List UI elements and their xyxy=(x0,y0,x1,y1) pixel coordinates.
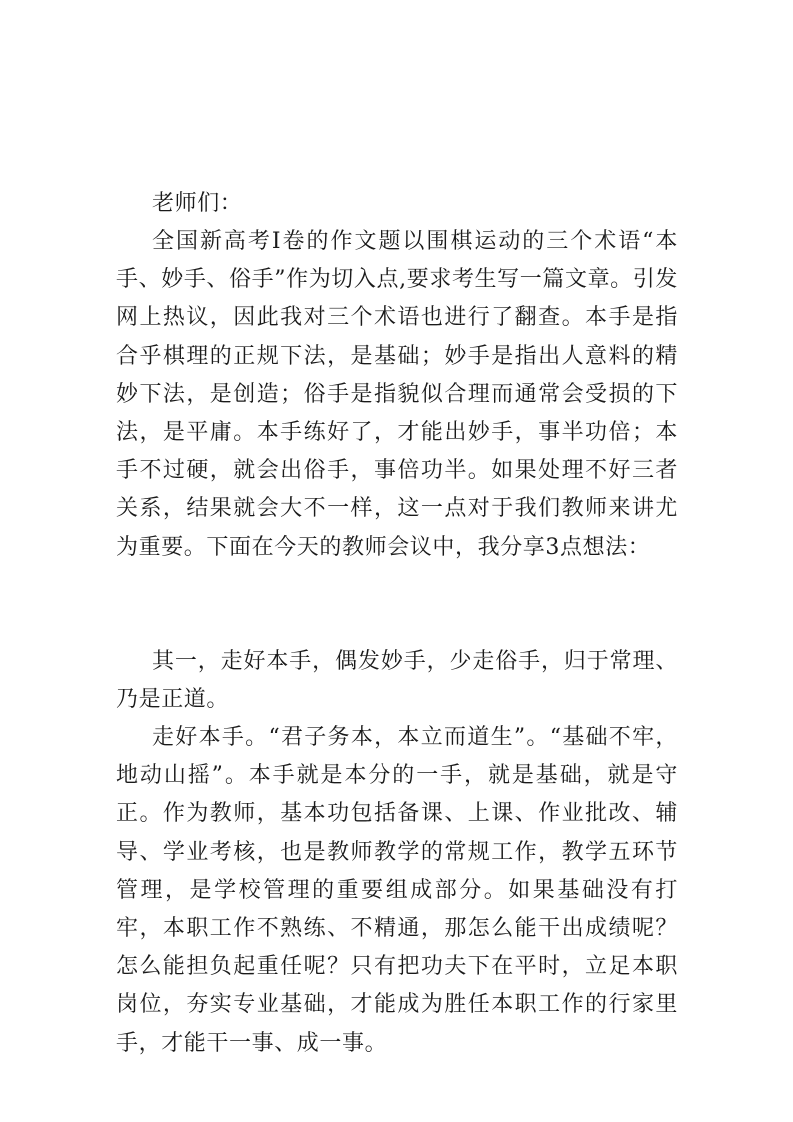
point-one-heading: 其一，走好本手，偶发妙手，少走俗手，归于常理、乃是正道。 xyxy=(116,649,678,713)
point-one-body: 走好本手。“君子务本，本立而道生”。“基础不牢，地动山摇”。本手就是本分的一手，就是基础，就是守正。作为教师，基本功包括备课、上课、作业批改、辅导、学业考核，也是教师教学的常规工作，教学五环节管理，是学校管理的重要组成部分。如果基础没有打牢，本职工作不熟练、不精通，那怎么能干出成绩呢？怎么能担负起重任呢？只有把功夫下在平时，立足本职岗位，夯实专业基础，才能成为胜任本职工作的行家里手，才能干一事、成一事。 xyxy=(116,725,678,1056)
salutation: 老师们： xyxy=(152,191,243,216)
intro-paragraph: 全国新高考Ⅰ卷的作文题以围棋运动的三个术语“本手、妙手、俗手”作为切入点,要求考生写一篇文章。引发网上热议，因此我对三个术语也进行了翻查。本手是指合乎棋理的正规下法，是基础；妙手是指出人意料的精妙下法，是创造；俗手是指貌似合理而通常会受损的下法，是平庸。本手练好了，才能出妙手，事半功倍；本手不过硬，就会出俗手，事倍功半。如果处理不好三者关系，结果就会大不一样，这一点对于我们教师来讲尤为重要。下面在今天的教师会议中，我分享3点想法： xyxy=(116,229,678,560)
